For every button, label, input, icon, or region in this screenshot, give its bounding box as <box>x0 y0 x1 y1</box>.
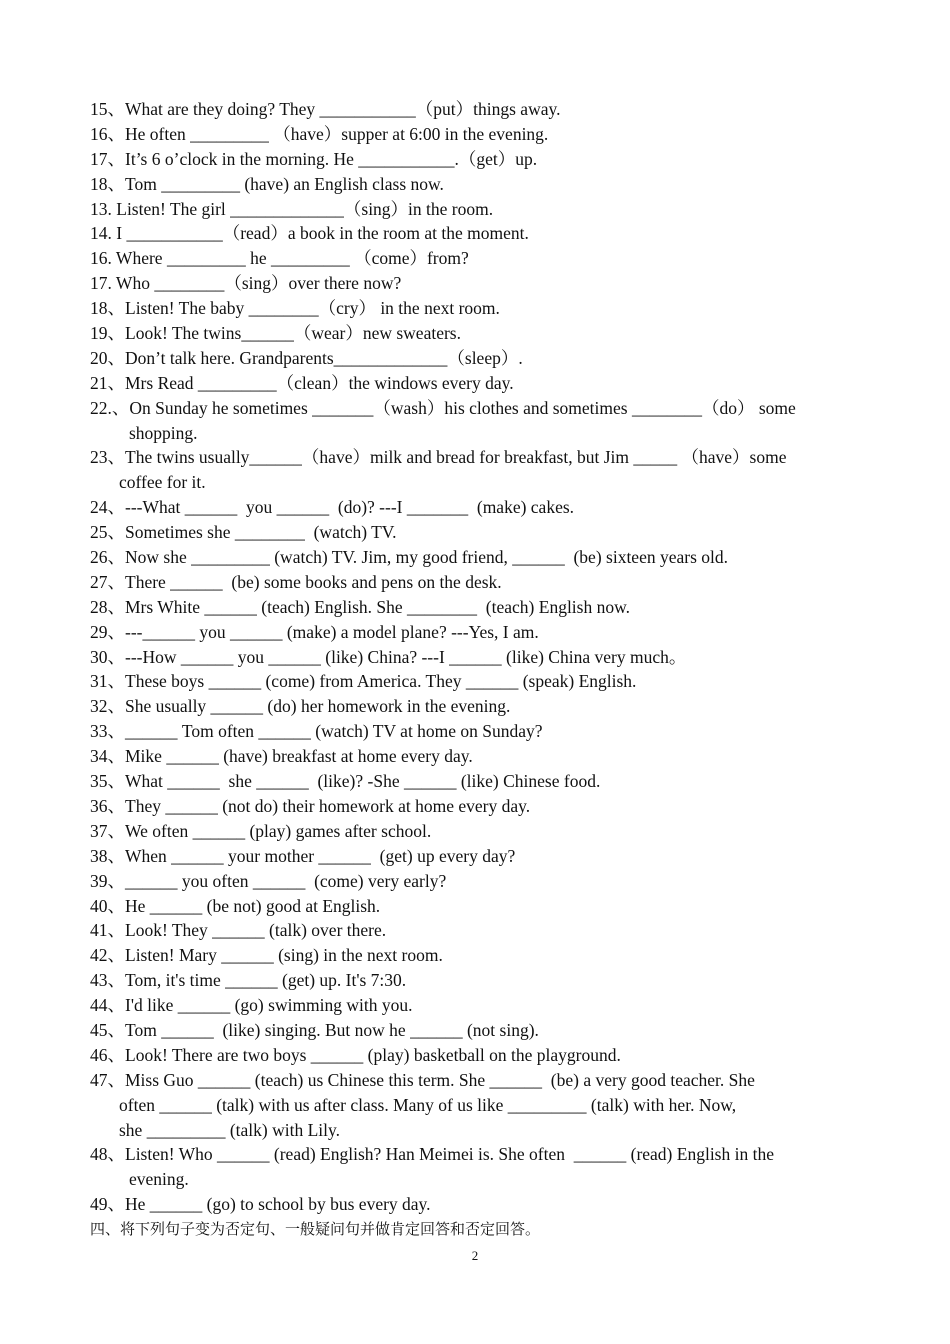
exercise-line: 29、---______ you ______ (make) a model plane? ---Yes, I am. <box>90 621 539 642</box>
exercise-line-continuation: often ______ (talk) with us after class. Many of us like _________ (talk) with her. Now, <box>119 1094 737 1115</box>
exercise-line: 31、These boys ______ (come) from America. They ______ (speak) English. <box>90 671 637 692</box>
exercise-line: 25、Sometimes she ________ (watch) TV. <box>90 522 397 543</box>
exercise-line: 22.、On Sunday he sometimes _______（wash）his clothes and sometimes ________（do） some <box>90 397 796 418</box>
exercise-line: 17. Who ________（sing）over there now? <box>90 273 402 294</box>
exercise-list <box>90 97 862 1242</box>
exercise-line: 23、The twins usually______（have）milk and bread for breakfast, but Jim _____ （have）some <box>90 447 787 468</box>
exercise-line: 18、Tom _________ (have) an English class now. <box>90 173 444 194</box>
exercise-line: 26、Now she _________ (watch) TV. Jim, my good friend, ______ (be) sixteen years old. <box>90 547 729 568</box>
exercise-line: 16. Where _________ he _________ （come）from? <box>90 248 469 269</box>
exercise-line: 36、They ______ (not do) their homework at home every day. <box>90 795 531 816</box>
exercise-line: 46、Look! There are two boys ______ (play) basketball on the playground. <box>90 1044 621 1065</box>
exercise-line: 32、She usually ______ (do) her homework in the evening. <box>90 696 511 717</box>
exercise-line-continuation: coffee for it. <box>119 472 206 493</box>
exercise-line: 17、It’s 6 o’clock in the morning. He ___________.（get）up. <box>90 148 538 169</box>
exercise-line: 20、Don’t talk here. Grandparents_____________（sleep）. <box>90 347 523 368</box>
exercise-line: 37、We often ______ (play) games after school. <box>90 820 432 841</box>
exercise-line: 43、Tom, it's time ______ (get) up. It's 7:30. <box>90 970 407 991</box>
exercise-line: 33、______ Tom often ______ (watch) TV at home on Sunday? <box>90 721 543 742</box>
exercise-line: 34、Mike ______ (have) breakfast at home every day. <box>90 746 473 767</box>
exercise-line: 18、Listen! The baby ________（cry） in the next room. <box>90 298 500 319</box>
exercise-line: 39、______ you often ______ (come) very early? <box>90 870 447 891</box>
exercise-line: 14. I ___________（read）a book in the room at the moment. <box>90 223 529 244</box>
exercise-line: 38、When ______ your mother ______ (get) up every day? <box>90 845 516 866</box>
exercise-line: 45、Tom ______ (like) singing. But now he ______ (not sing). <box>90 1019 539 1040</box>
exercise-line: 16、He often _________ （have）supper at 6:00 in the evening. <box>90 123 549 144</box>
exercise-line: 40、He ______ (be not) good at English. <box>90 895 381 916</box>
exercise-line: 35、What ______ she ______ (like)? -She ______ (like) Chinese food. <box>90 771 601 792</box>
exercise-line: 15、What are they doing? They ___________（put）things away. <box>90 99 561 119</box>
exercise-line-continuation: evening. <box>129 1169 189 1190</box>
exercise-line: 44、I'd like ______ (go) swimming with you. <box>90 995 413 1016</box>
page-number: 2 <box>471 1248 479 1263</box>
exercise-line: 48、Listen! Who ______ (read) English? Han Meimei is. She often ______ (read) English in the <box>90 1144 774 1165</box>
exercise-line-continuation: shopping. <box>129 422 198 443</box>
exercise-line: 42、Listen! Mary ______ (sing) in the next room. <box>90 945 443 966</box>
exercise-line: 49、He ______ (go) to school by bus every day. <box>90 1194 431 1215</box>
exercise-line: 24、---What ______ you ______ (do)? ---I _______ (make) cakes. <box>90 497 575 518</box>
exercise-line: 28、Mrs White ______ (teach) English. She ________ (teach) English now. <box>90 596 630 617</box>
exercise-line: 27、There ______ (be) some books and pens on the desk. <box>90 571 502 592</box>
exercise-line: 41、Look! They ______ (talk) over there. <box>90 920 387 941</box>
exercise-line: 19、Look! The twins______（wear）new sweaters. <box>90 323 461 344</box>
exercise-line-continuation: she _________ (talk) with Lily. <box>119 1119 340 1140</box>
exercise-line: 21、Mrs Read _________（clean）the windows every day. <box>90 372 514 393</box>
exercise-line: 13. Listen! The girl _____________（sing）in the room. <box>90 198 494 219</box>
exercise-line: 47、Miss Guo ______ (teach) us Chinese this term. She ______ (be) a very good teacher. She <box>90 1069 755 1090</box>
section-heading: 四、将下列句子变为否定句、一般疑问句并做肯定回答和否定回答。 <box>90 1220 541 1239</box>
exercise-line: 30、---How ______ you ______ (like) China? ---I ______ (like) China very much。 <box>90 646 687 667</box>
